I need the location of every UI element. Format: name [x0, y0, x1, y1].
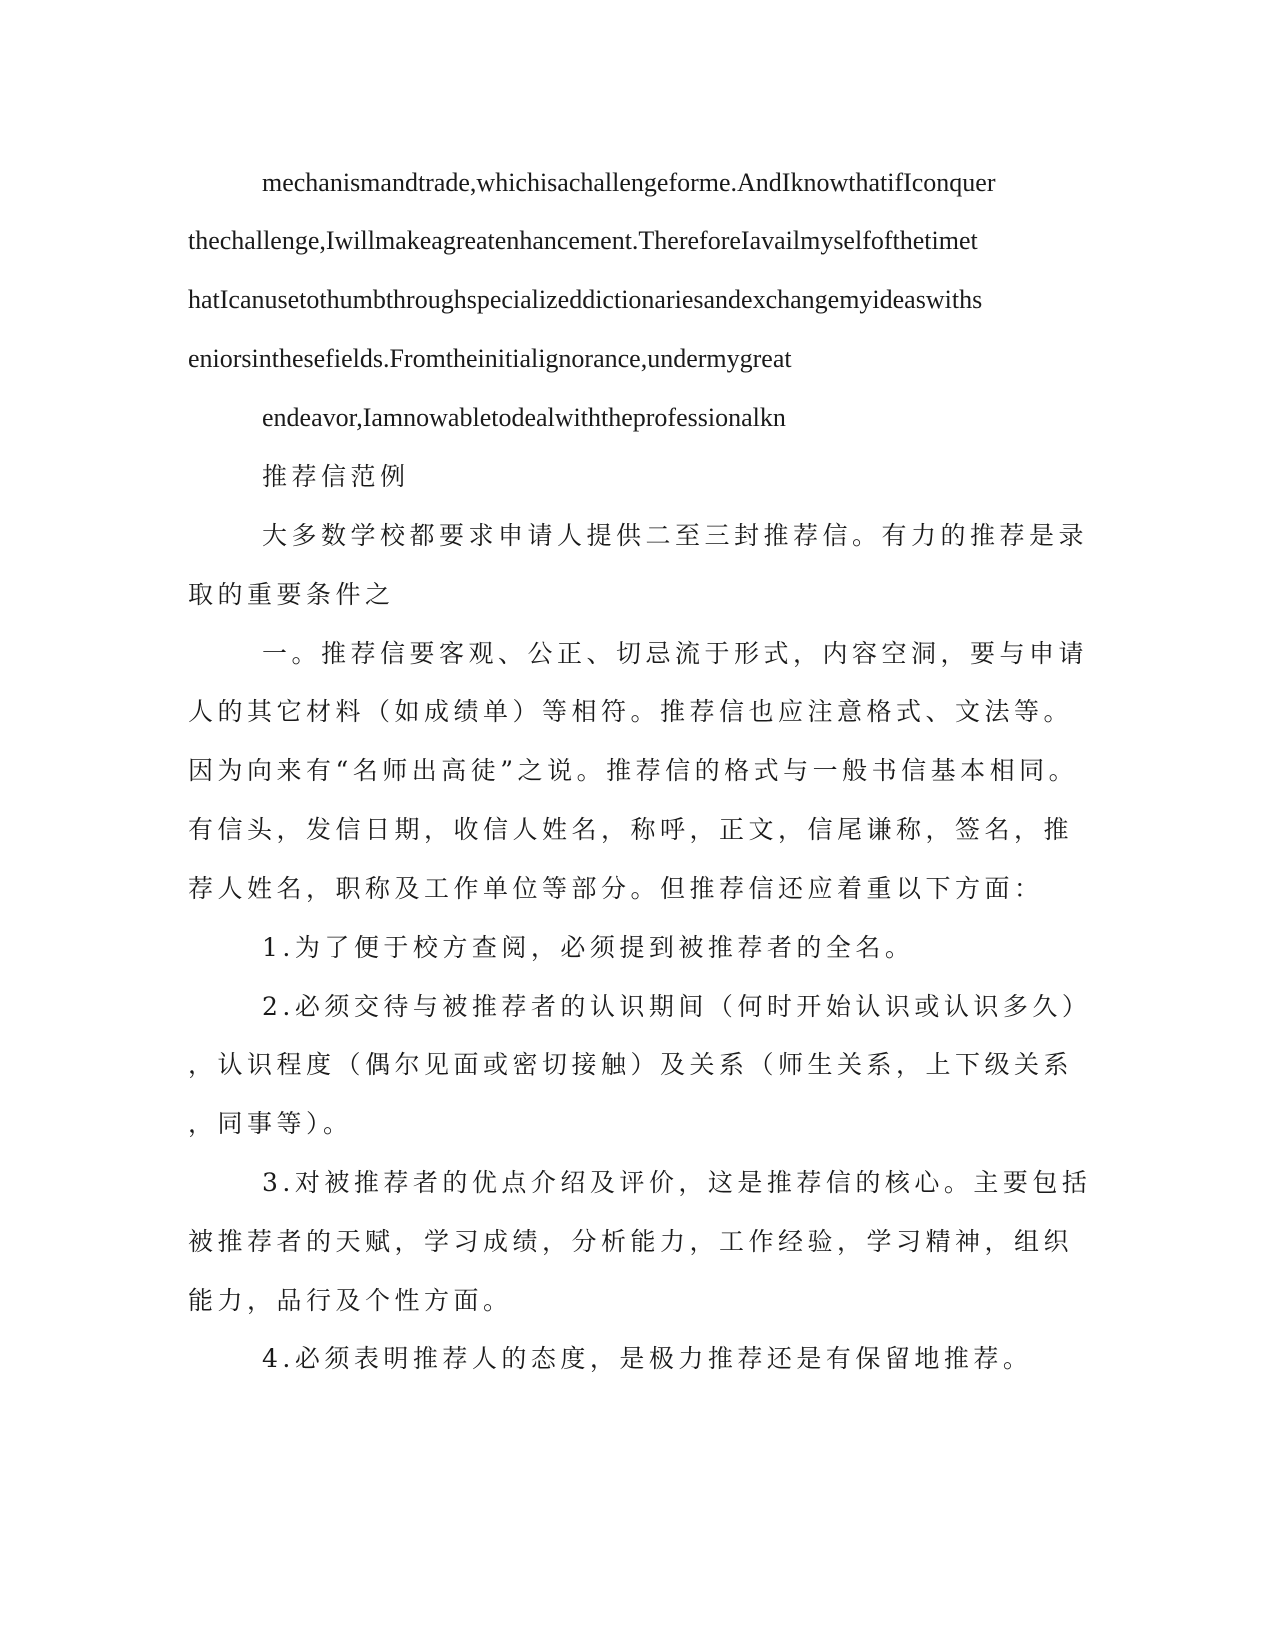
english-line: hatIcanusetothumbthroughspecializeddictionariesandexchangemyideaswiths [188, 285, 983, 314]
english-line: endeavor,Iamnowabletodealwiththeprofessionalkn [262, 403, 786, 432]
english-line: eniorsinthesefields.Fromtheinitialignorance,undermygreat [188, 344, 792, 373]
paragraph-line: 荐人姓名，职称及工作单位等部分。但推荐信还应着重以下方面： [188, 874, 1044, 903]
list-item-1: 1.为了便于校方查阅，必须提到被推荐者的全名。 [262, 933, 915, 962]
paragraph-line: 人的其它材料（如成绩单）等相符。推荐信也应注意格式、文法等。 [188, 697, 1074, 726]
list-item-2-line: ，认识程度（偶尔见面或密切接触）及关系（师生关系，上下级关系 [188, 1050, 1074, 1079]
intro-line: 大多数学校都要求申请人提供二至三封推荐信。有力的推荐是录 [262, 521, 1089, 550]
english-line: thechallenge,Iwillmakeagreatenhancement.ThereforeIavailmyselfofthetimet [188, 226, 978, 255]
paragraph-line: 有信头，发信日期，收信人姓名，称呼，正文，信尾谦称，签名，推 [188, 815, 1074, 844]
list-item-3: 3.对被推荐者的优点介绍及评价，这是推荐信的核心。主要包括 [262, 1168, 1092, 1197]
list-item-2: 2.必须交待与被推荐者的认识期间（何时开始认识或认识多久） [262, 992, 1092, 1021]
paragraph-line: 因为向来有“名师出高徒”之说。推荐信的格式与一般书信基本相同。 [188, 756, 1079, 785]
intro-line: 取的重要条件之 [188, 580, 395, 609]
section-heading: 推荐信范例 [262, 462, 410, 491]
list-item-3-line: 被推荐者的天赋，学习成绩，分析能力，工作经验，学习精神，组织 [188, 1227, 1074, 1256]
list-item-3-line: 能力，品行及个性方面。 [188, 1286, 513, 1315]
paragraph-line: 一。推荐信要客观、公正、切忌流于形式，内容空洞，要与申请 [262, 639, 1089, 668]
list-item-4: 4.必须表明推荐人的态度，是极力推荐还是有保留地推荐。 [262, 1344, 1033, 1373]
list-item-2-line: ，同事等）。 [188, 1109, 353, 1138]
english-line: mechanismandtrade,whichisachallengeforme.AndIknowthatifIconquer [262, 168, 996, 197]
